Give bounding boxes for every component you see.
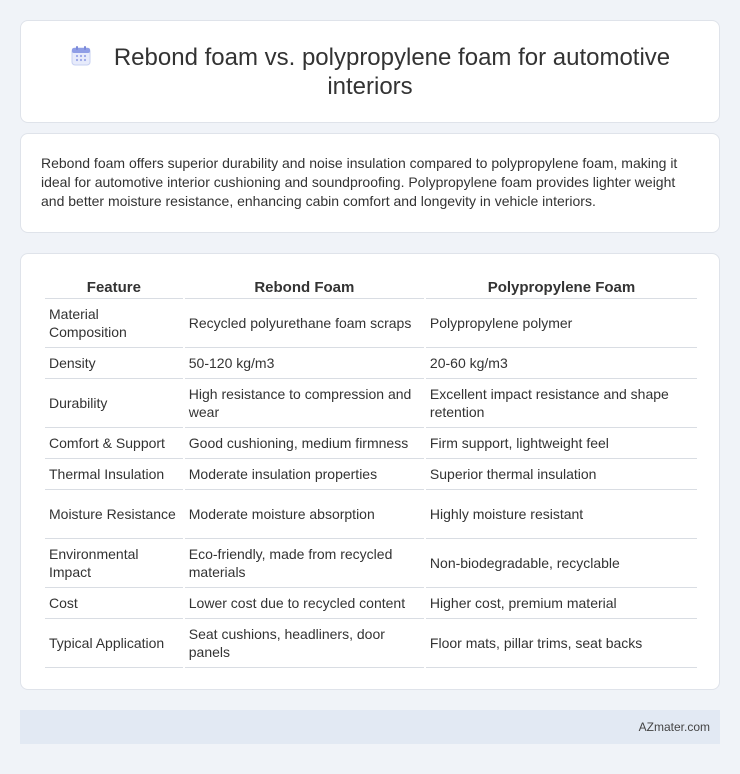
rebond-cell: Lower cost due to recycled content <box>185 588 424 619</box>
feature-cell: Material Composition <box>45 299 183 348</box>
feature-cell: Comfort & Support <box>45 428 183 459</box>
rebond-cell: Moderate moisture absorption <box>185 490 424 539</box>
column-header-feature: Feature <box>45 276 183 299</box>
rebond-cell: High resistance to compression and wear <box>185 379 424 428</box>
feature-cell: Cost <box>45 588 183 619</box>
footer-brand: AZmater.com <box>638 720 710 734</box>
polypropylene-cell: Polypropylene polymer <box>426 299 697 348</box>
feature-cell: Density <box>45 348 183 379</box>
table-row <box>45 539 697 588</box>
column-header-rebond: Rebond Foam <box>185 276 424 299</box>
page-title-container <box>61 43 679 101</box>
table-row <box>45 459 697 490</box>
rebond-cell: Moderate insulation properties <box>185 459 424 490</box>
polypropylene-cell: Highly moisture resistant <box>426 490 697 539</box>
column-header-polypropylene: Polypropylene Foam <box>426 276 697 299</box>
rebond-cell: Seat cushions, headliners, door panels <box>185 619 424 668</box>
table-row <box>45 379 697 428</box>
intro-text: Rebond foam offers superior durability and noise insulation compared to polypropylene foam, making it ideal for automotive interior cushioning and soundproofing. Polypropylene foam provides lighter weight and better moisture resistance, enhancing cabin comfort and longevity in vehicle interiors. <box>41 155 678 209</box>
rebond-cell: Recycled polyurethane foam scraps <box>185 299 424 348</box>
feature-cell: Durability <box>45 379 183 428</box>
polypropylene-cell: Higher cost, premium material <box>426 588 697 619</box>
feature-cell: Moisture Resistance <box>45 490 183 539</box>
calendar-icon <box>70 45 92 67</box>
intro-card <box>20 133 720 233</box>
polypropylene-cell: Excellent impact resistance and shape retention <box>426 379 697 428</box>
rebond-cell: 50-120 kg/m3 <box>185 348 424 379</box>
polypropylene-cell: Floor mats, pillar trims, seat backs <box>426 619 697 668</box>
polypropylene-cell: Superior thermal insulation <box>426 459 697 490</box>
feature-cell: Thermal Insulation <box>45 459 183 490</box>
table-row <box>45 428 697 459</box>
header-card <box>20 20 720 123</box>
polypropylene-cell: Non-biodegradable, recyclable <box>426 539 697 588</box>
rebond-cell: Eco-friendly, made from recycled materials <box>185 539 424 588</box>
table-row <box>45 299 697 348</box>
feature-cell: Environmental Impact <box>45 539 183 588</box>
table-row <box>45 490 697 539</box>
comparison-table-card <box>20 253 720 690</box>
feature-cell: Typical Application <box>45 619 183 668</box>
comparison-table <box>43 276 699 668</box>
table-row <box>45 588 697 619</box>
rebond-cell: Good cushioning, medium firmness <box>185 428 424 459</box>
page-title: Rebond foam vs. polypropylene foam for automotive interiors <box>113 43 671 100</box>
table-row <box>45 348 697 379</box>
polypropylene-cell: Firm support, lightweight feel <box>426 428 697 459</box>
table-row <box>45 619 697 668</box>
footer-bar <box>20 710 720 744</box>
table-header-row <box>45 276 697 299</box>
polypropylene-cell: 20-60 kg/m3 <box>426 348 697 379</box>
